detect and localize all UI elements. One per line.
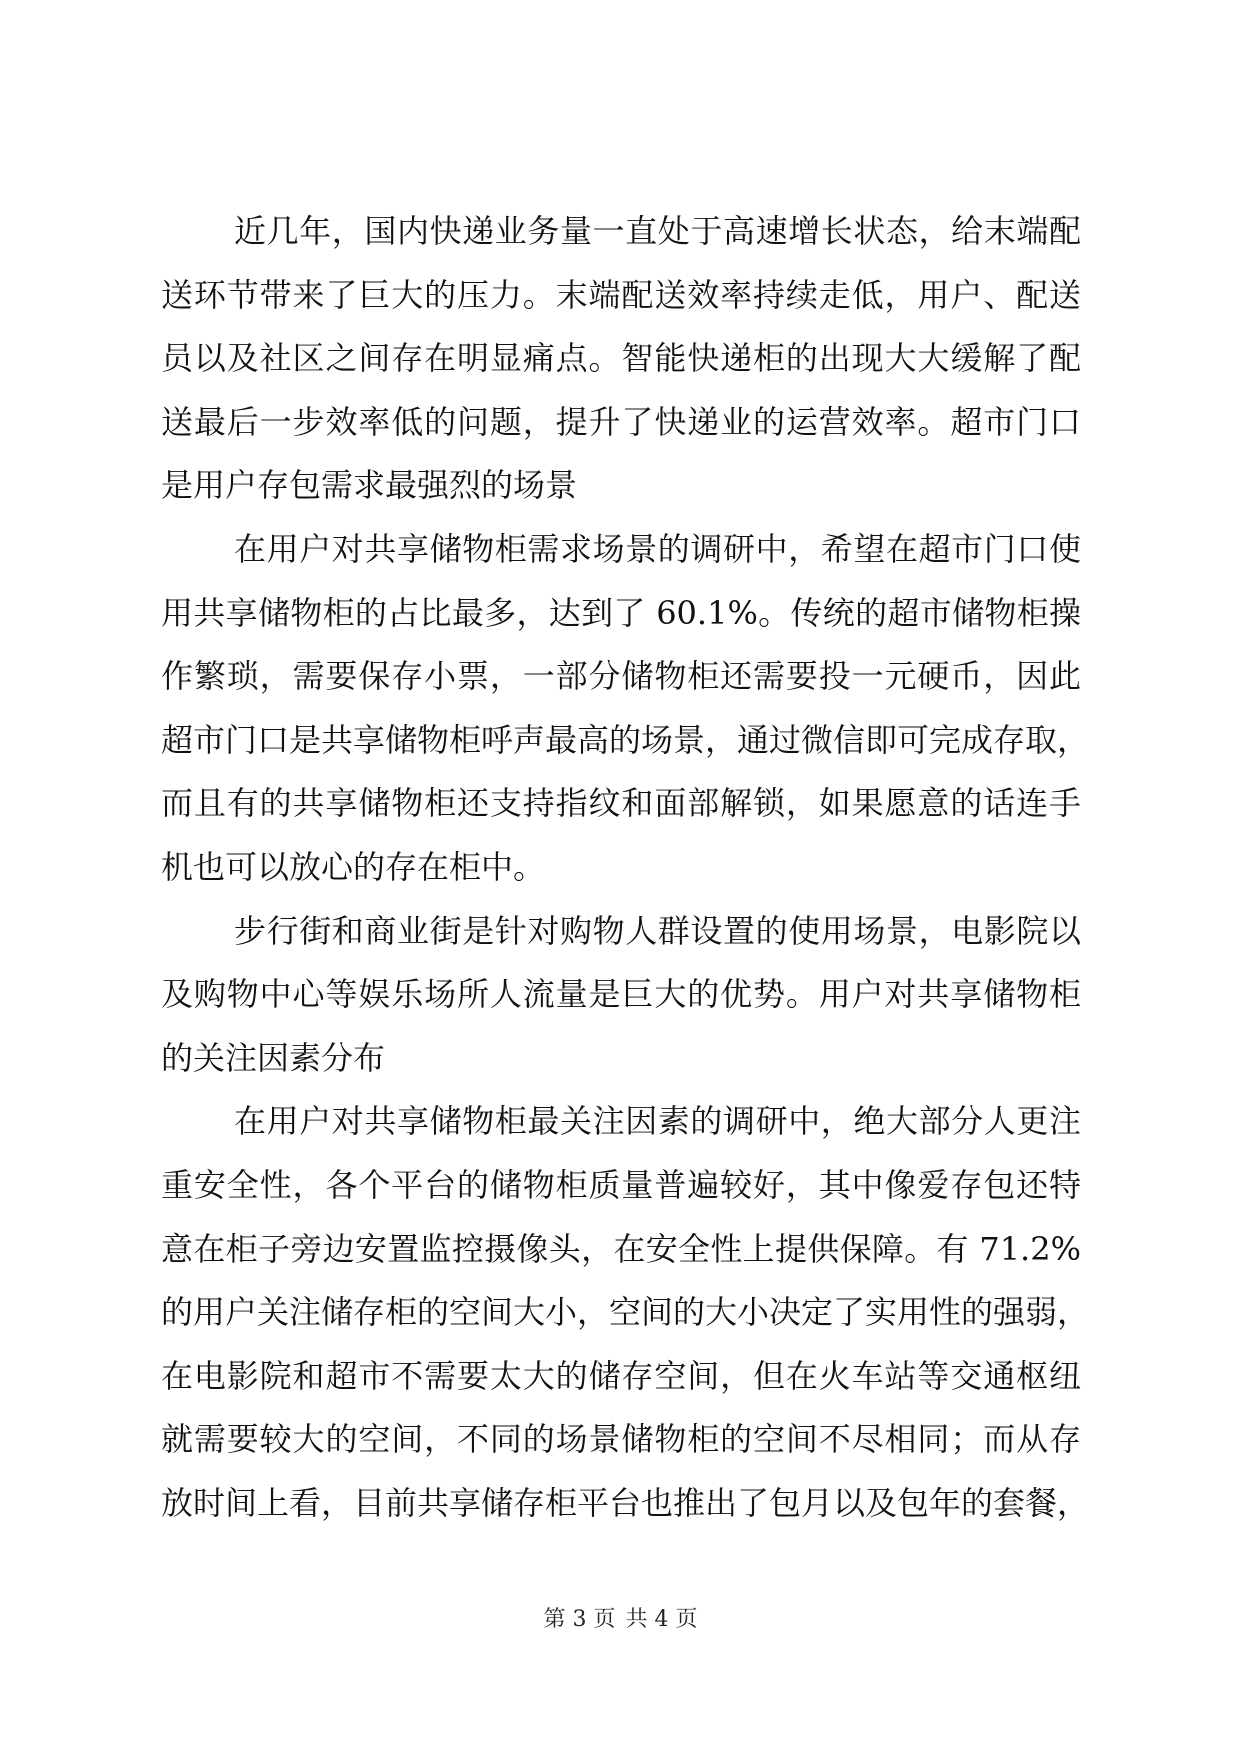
text-line: 的关注因素分布 [161,1038,386,1077]
text-line: 重安全性，各个平台的储物柜质量普遍较好，其中像爱存包还特 [161,1165,1081,1204]
text-line: 近几年，国内快递业务量一直处于高速增长状态，给末端配 [234,212,1081,250]
page-number: 第 3 页 [543,1607,616,1632]
text-line: 步行街和商业街是针对购物人群设置的使用场景，电影院以 [234,911,1081,950]
text-line: 放时间上看，目前共享储存柜平台也推出了包月以及包年的套餐， [161,1483,1090,1522]
text-line: 超市门口是共享储物柜呼声最高的场景，通过微信即可完成存取， [161,720,1090,759]
text-line: 送环节带来了巨大的压力。末端配送效率持续走低，用户、配送 [161,275,1081,314]
page-total: 共 4 页 [625,1607,698,1632]
text-line: 的用户关注储存柜的空间大小，空间的大小决定了实用性的强弱， [161,1293,1090,1332]
document-body [161,200,1090,1535]
text-line: 送最后一步效率低的问题，提升了快递业的运营效率。超市门口 [161,402,1081,441]
page-footer [0,1605,1241,1635]
text-line: 及购物中心等娱乐场所人流量是巨大的优势。用户对共享储物柜 [161,975,1081,1014]
text-line: 机也可以放心的存在柜中。 [161,847,546,886]
paragraph [161,900,1081,1091]
text-line: 在用户对共享储物柜最关注因素的调研中，绝大部分人更注 [234,1102,1081,1141]
text-line: 是用户存包需求最强烈的场景 [161,466,578,505]
text-line: 意在柜子旁边安置监控摄像头，在安全性上提供保障。有 71.2% [161,1229,1081,1268]
text-line: 而且有的共享储物柜还支持指纹和面部解锁，如果愿意的话连手 [161,784,1081,823]
text-line: 员以及社区之间存在明显痛点。智能快递柜的出现大大缓解了配 [161,339,1081,378]
text-line: 在用户对共享储物柜需求场景的调研中，希望在超市门口使 [234,529,1081,568]
text-line: 就需要较大的空间，不同的场景储物柜的空间不尽相同；而从存 [161,1420,1081,1459]
paragraph [161,200,1081,518]
text-line: 作繁琐，需要保存小票，一部分储物柜还需要投一元硬币，因此 [161,657,1081,696]
paragraph [161,518,1090,900]
text-line: 用共享储物柜的占比最多，达到了 60.1%。传统的超市储物柜操 [161,593,1081,632]
paragraph [161,1090,1090,1535]
text-line: 在电影院和超市不需要太大的储存空间，但在火车站等交通枢纽 [161,1356,1081,1395]
